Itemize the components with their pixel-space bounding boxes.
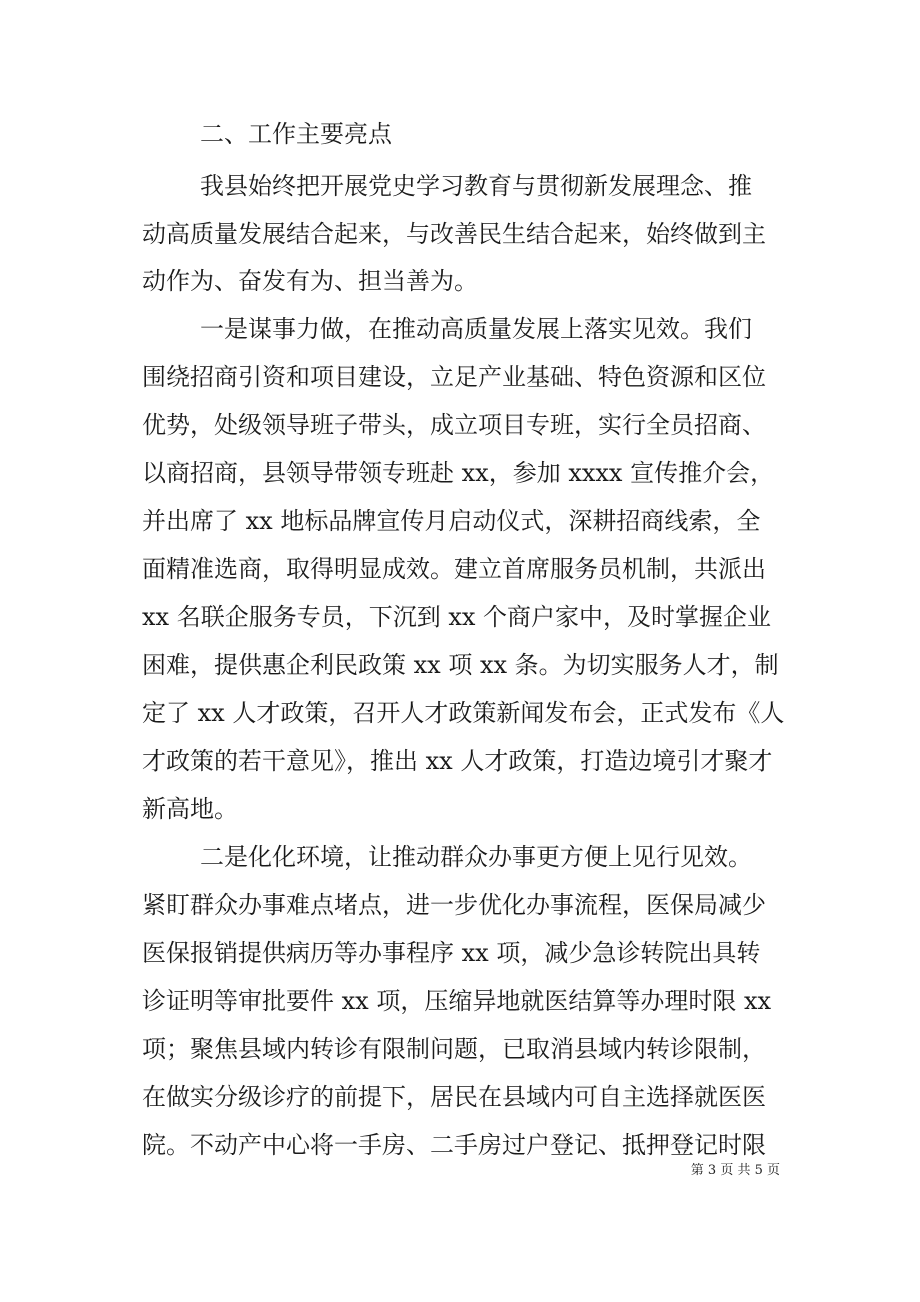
paragraph-line: 围绕招商引资和项目建设，立足产业基础、特色资源和区位 [142,363,766,391]
paragraph-line: 动作为、奋发有为、担当善为。 [142,267,478,295]
paragraph-line: 项；聚焦县域内转诊有限制问题，已取消县域内转诊限制， [142,1035,766,1063]
paragraph-line: 定了 xx 人才政策，召开人才政策新闻发布会，正式发布《人 [142,699,785,727]
page-number-footer: 第 3 页 共 5 页 [690,1163,780,1178]
paragraph-line: 并出席了 xx 地标品牌宣传月启动仪式，深耕招商线索，全 [142,507,761,535]
paragraph-line: 诊证明等审批要件 xx 项，压缩异地就医结算等办理时限 xx [142,987,772,1015]
paragraph-line: 在做实分级诊疗的前提下，居民在县域内可自主选择就医医 [142,1083,766,1111]
paragraph-line: 院。不动产中心将一手房、二手房过户登记、抵押登记时限 [142,1131,766,1159]
paragraph-line: 优势，处级领导班子带头，成立项目专班，实行全员招商、 [142,411,766,439]
paragraph-line: 面精准选商，取得明显成效。建立首席服务员机制，共派出 [142,555,766,583]
paragraph-line: 我县始终把开展党史学习教育与贯彻新发展理念、推 [200,172,752,200]
section-heading: 二、工作主要亮点 [200,120,392,148]
paragraph-line: 医保报销提供病历等办事程序 xx 项，减少急诊转院出具转 [142,939,761,967]
paragraph-line: 紧盯群众办事难点堵点，进一步优化办事流程，医保局减少 [142,891,766,919]
paragraph-line: 新高地。 [142,795,238,823]
paragraph-line: 困难，提供惠企利民政策 xx 项 xx 条。为切实服务人才，制 [142,651,779,679]
paragraph-line: 一是谋事力做，在推动高质量发展上落实见效。我们 [200,315,752,343]
paragraph-line: 才政策的若干意见》，推出 xx 人才政策，打造边境引才聚才 [142,747,773,775]
paragraph-line: 二是化化环境，让推动群众办事更方便上见行见效。 [200,843,752,871]
paragraph-line: 以商招商，县领导带领专班赴 xx，参加 xxxx 宣传推介会， [142,459,775,487]
paragraph-line: xx 名联企服务专员，下沉到 xx 个商户家中，及时掌握企业 [142,603,772,631]
paragraph-line: 动高质量发展结合起来，与改善民生结合起来，始终做到主 [142,220,766,248]
